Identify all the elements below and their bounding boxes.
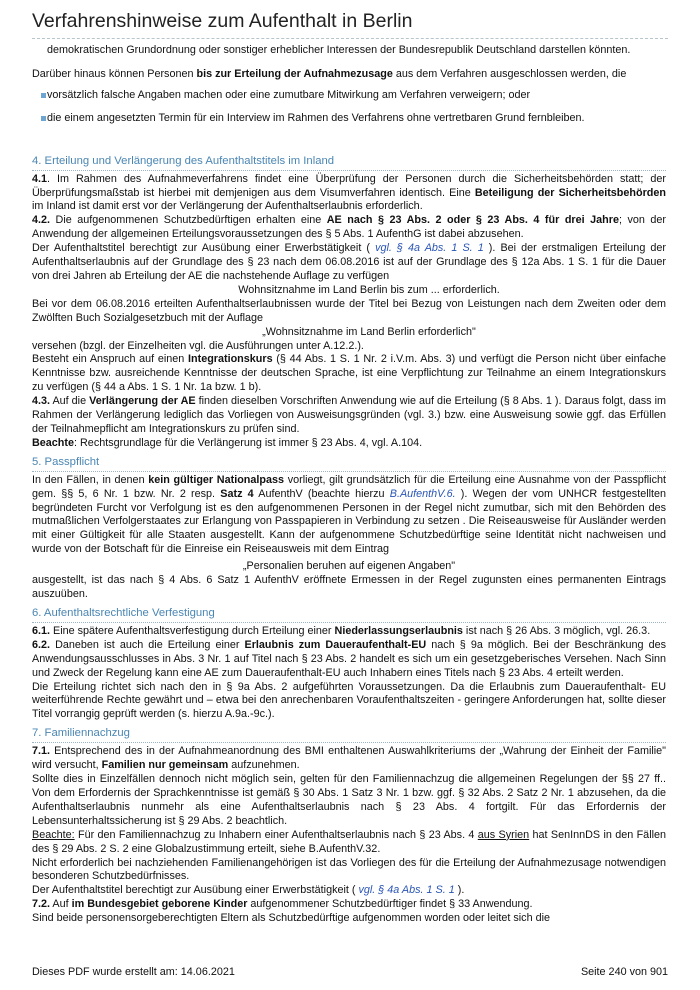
paragraph-5-discretion: ausgestellt, ist das nach § 4 Abs. 6 Satz 1 AufenthV eröffnete Ermessen in der Regel zugunsten eines permanenten Eintrags auszuüben.	[32, 574, 666, 600]
section-heading-7: 7. Familiennachzug	[32, 726, 666, 743]
paragraph-6-2: 6.2. Daneben ist auch die Erteilung einer Erlaubnis zum Daueraufenthalt-EU nach § 9a möglich. Bei der Beschränkung des Anwendungsausschlusses in Abs. 3 Nr. 1 auf Titel nach § 23 Abs. 2 handelt es sich um ein gesetzgeberisches Versehen. Nach Sinn und Zweck der Regelung kann eine AE zum Daueraufenthalt-EU auch Inhabern eines Titels nach § 23 Abs. 4 erteilt werden.	[32, 638, 666, 679]
paragraph-7-2: 7.2. Auf im Bundesgebiet geborene Kinder aufgenommener Schutzbedürftiger findet § 33 Anwendung.	[32, 898, 533, 911]
paragraph-5: In den Fällen, in denen kein gültiger Nationalpass vorliegt, gilt grundsätzlich für die Erteilung eine Ausnahme von der Passpflicht gem. §§ 5, 6 Nr. 1 bzw. Nr. 2 resp. Satz 4 AufenthV (beachte hierzu B.AufenthV.6. ). Wegen der vom UNHCR festgestellten begründeten Furcht vor Verfolgung ist es den aufgenommenen Personen in der Regel nicht zumutbar, sich mit den Behörden des mutmaßlichen Verfolgerstaates zur Erlangung von Passpapieren in Verbindung zu setzen . Die Reiseausweise für Ausländer werden mit einer Gültigkeit für alle Staaten ausgestellt. Kann der aufgenommene Schutzbedürftige seine Identität nicht nachweisen und wurde von der Botschaft für die Einreise ein Reiseausweis mit dem Eintrag	[32, 473, 667, 556]
paragraph-integration: Besteht ein Anspruch auf einen Integrationskurs (§ 44 Abs. 1 S. 1 Nr. 2 i.V.m. Abs. 3) und verfügt die Person nicht über einfache Kenntnisse bzw. ausreichende Kenntnisse der deutschen Sprache, ist eine Verpflichtung zur Teilnahme an einem Integrationskurs zu verfügen (§ 44 a Abs. 1 S. 1 Nr. 1a bzw. 1 b).	[32, 353, 666, 394]
section-heading-5: 5. Passpflicht	[32, 455, 666, 472]
paragraph-6-1: 6.1. Eine spätere Aufenthaltsverfestigung durch Erteilung einer Niederlassungserlaubnis ist nach § 26 Abs. 3 möglich, vgl. 26.3.	[32, 624, 651, 637]
paragraph-4-2-note: versehen (bzgl. der Einzelheiten vgl. die Ausführungen unter A.12.2.).	[32, 339, 364, 352]
paragraph-4-2-old-titles: Bei vor dem 06.08.2016 erteilten Aufenthaltserlaubnissen wurde der Titel bei Bezug von Leistungen nach dem Zweiten oder dem Zwölften Buch Sozialgesetzbuch mit der Auflage	[32, 297, 666, 324]
paragraph-4-2: 4.2. Die aufgenommenen Schutzbedürftigen erhalten eine AE nach § 23 Abs. 2 oder § 23 Abs. 4 für drei Jahre; von der Anwendung der allgemeinen Erteilungsvoraussetzungen des § 5 Abs. 1 AufenthG ist dabei abzusehen.	[32, 214, 666, 241]
law-link[interactable]: vgl. § 4a Abs. 1 S. 1	[358, 884, 455, 897]
auflage-residence-old: „Wohnsitznahme im Land Berlin erforderlich"	[262, 325, 476, 338]
law-link[interactable]: vgl. § 4a Abs. 1 S. 1	[375, 242, 484, 255]
auflage-residence: Wohnsitznahme im Land Berlin bis zum ... erforderlich.	[238, 283, 500, 296]
aufenthv-link[interactable]: B.AufenthV.6.	[389, 487, 456, 500]
paragraph-7-2-parents: Sind beide personensorgeberechtigten Eltern als Schutzbedürftige aufgenommen worden oder leitet sich die	[32, 912, 550, 925]
page-number: Seite 240 von 901	[580, 966, 668, 978]
bullet-icon	[41, 93, 46, 98]
creation-date: Dieses PDF wurde erstellt am: 14.06.2021	[32, 966, 235, 978]
list-item: die einem angesetzten Termin für ein Interview im Rahmen des Verfahrens ohne vertretbaren Grund fernbleiben.	[32, 112, 666, 126]
paragraph-7-1-protection: Nicht erforderlich bei nachziehenden Familienangehörigen ist das Vorliegen des für die Erteilung der Aufnahmezusage notwendigen besonderen Schutzbedürfnisses.	[32, 856, 666, 883]
paragraph-7-1-work: Der Aufenthaltstitel berechtigt zur Ausübung einer Erwerbstätigkeit ( vgl. § 4a Abs. 1 S. 1 ).	[32, 884, 465, 897]
paragraph-6-2-requirements: Die Erteilung richtet sich nach den in § 9a Abs. 2 aufgeführten Voraussetzungen. Da die Erlaubnis zum Daueraufenthalt- EU weiterführende Rechte gewährt und – etwa bei den anrechenbaren Voraufenthaltszeiten - geringere Anforderungen hat, sollte dieser Titel vorrangig geprüft werden (s. hierzu A.9a.-9c.).	[32, 680, 666, 721]
paragraph-4-3-note: Beachte: Rechtsgrundlage für die Verlängerung ist immer § 23 Abs. 4, vgl. A.104.	[32, 436, 423, 449]
bullet-icon	[41, 116, 46, 121]
intro-exclusion: Darüber hinaus können Personen bis zur Erteilung der Aufnahmezusage aus dem Verfahren ausgeschlossen werden, die	[32, 67, 627, 80]
paragraph-4-2-work: Der Aufenthaltstitel berechtigt zur Ausübung einer Erwerbstätigkeit ( vgl. § 4a Abs. 1 S. 1 ). Bei der erstmaligen Erteilung der Aufenthaltserlaubnis auf der Grundlage des § 23 nach dem 06.08.2016 ist auf der Grundlage des § 12a Abs. 1 S. 1 für die Dauer von drei Jahren ab Erteilung der AE die nachstehende Auflage zu verfügen	[32, 242, 666, 282]
paragraph-7-1-note: Beachte: Für den Familiennachzug zu Inhabern einer Aufenthaltserlaubnis nach § 23 Abs. 4 aus Syrien hat SenInnDS in den Fällen des § 29 Abs. 2 S. 2 eine Globalzustimmung erteilt, siehe B.AufenthV.32.	[32, 828, 666, 855]
section-heading-4: 4. Erteilung und Verlängerung des Aufenthaltstitels im Inland	[32, 154, 666, 171]
list-item: vorsätzlich falsche Angaben machen oder eine zumutbare Mitwirkung am Verfahren verweigern; oder	[32, 89, 666, 103]
page-title: Verfahrenshinweise zum Aufenthalt in Berlin	[32, 10, 668, 39]
paragraph-7-1: 7.1. Entsprechend des in der Aufnahmeanordnung des BMI enthaltenen Auswahlkriteriums der „Wahrung der Einheit der Familie" wird versucht, Familien nur gemeinsam aufzunehmen.	[32, 745, 666, 772]
paragraph-4-3: 4.3. Auf die Verlängerung der AE finden dieselben Vorschriften Anwendung wie auf die Erteilung (§ 8 Abs. 1 ). Daraus folgt, dass im Rahmen der Verlängerung lediglich das Vorliegen von Ausweisungsgründen (vgl. 3.) bzw. eine Ausweisung sowie ggf. das Erfüllen der Teilnahmepflicht am Integrationskurs zu prüfen sind.	[32, 395, 666, 435]
paragraph-4-1: 4.1. Im Rahmen des Aufnahmeverfahrens findet eine Überprüfung der Personen durch die Sicherheitsbehörden statt; der Überprüfungsmaßstab ist hierbei mit demjenigen aus dem Visumverfahren identisch. Eine Beteiligung der Sicherheitsbehörden im Inland ist damit erst vor der Verlängerung der Aufenthaltserlaubnis erforderlich.	[32, 172, 666, 213]
section-heading-6: 6. Aufenthaltsrechtliche Verfestigung	[32, 606, 666, 623]
document-body	[32, 44, 666, 926]
paragraph-7-1-rules: Sollte dies in Einzelfällen dennoch nicht möglich sein, gelten für den Familiennachzug die allgemeinen Regelungen der §§ 27 ff.. Von dem Erfordernis der Sprachkenntnisse ist gemäß § 30 Abs. 1 Satz 3 Nr. 1 bzw. ggf. § 32 Abs. 2 Satz 2 Nr. 1 abzusehen, da die Aufenthaltserlaubnis nunmehr als eine Aufenthaltserlaubnis nach § 23 Abs. 4 fortgilt. Für das Erfordernis der Lebensunterhaltssicherung ist § 29 Abs. 2 beachtlich.	[32, 773, 666, 827]
intro-continuation: demokratischen Grundordnung oder sonstiger erheblicher Interessen der Bundesrepublik Deutschland darstellen könnten.	[47, 44, 631, 56]
passport-entry: „Personalien beruhen auf eigenen Angaben"	[242, 560, 456, 573]
